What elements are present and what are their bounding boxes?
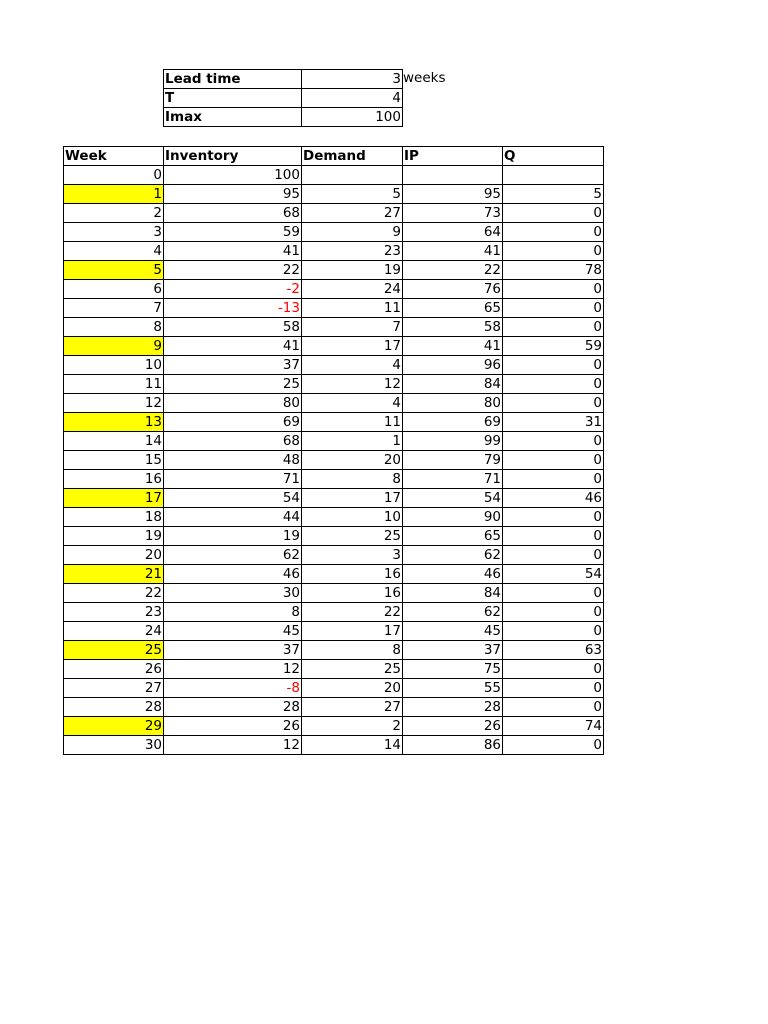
week-cell[interactable]: 6: [64, 280, 164, 299]
week-cell[interactable]: 29: [64, 717, 164, 736]
week-cell[interactable]: 11: [64, 375, 164, 394]
q-cell[interactable]: 54: [503, 565, 604, 584]
demand-cell[interactable]: 16: [302, 584, 403, 603]
inventory-cell[interactable]: -8: [164, 679, 302, 698]
inventory-table: [63, 146, 604, 755]
q-cell[interactable]: 0: [503, 318, 604, 337]
ip-cell[interactable]: 55: [403, 679, 503, 698]
ip-cell[interactable]: 90: [403, 508, 503, 527]
inventory-cell[interactable]: 25: [164, 375, 302, 394]
q-cell[interactable]: 0: [503, 527, 604, 546]
q-cell[interactable]: 0: [503, 356, 604, 375]
ip-cell[interactable]: 62: [403, 546, 503, 565]
inventory-cell[interactable]: 62: [164, 546, 302, 565]
ip-cell[interactable]: 79: [403, 451, 503, 470]
ip-cell[interactable]: 99: [403, 432, 503, 451]
demand-cell[interactable]: 3: [302, 546, 403, 565]
header-cell-week[interactable]: Week: [64, 147, 164, 166]
ip-cell[interactable]: 41: [403, 337, 503, 356]
inventory-cell[interactable]: -13: [164, 299, 302, 318]
q-cell[interactable]: 0: [503, 698, 604, 717]
inventory-cell[interactable]: 37: [164, 356, 302, 375]
q-cell[interactable]: 63: [503, 641, 604, 660]
week-cell[interactable]: 19: [64, 527, 164, 546]
table-row: [64, 337, 604, 356]
table-row: [64, 603, 604, 622]
table-row: [64, 432, 604, 451]
ip-cell[interactable]: 96: [403, 356, 503, 375]
week-cell[interactable]: 16: [64, 470, 164, 489]
ip-cell[interactable]: 73: [403, 204, 503, 223]
demand-cell[interactable]: 27: [302, 204, 403, 223]
week-cell[interactable]: 7: [64, 299, 164, 318]
week-cell[interactable]: 26: [64, 660, 164, 679]
week-cell[interactable]: 2: [64, 204, 164, 223]
header-cell-q[interactable]: Q: [503, 147, 604, 166]
week-cell[interactable]: 15: [64, 451, 164, 470]
week-cell[interactable]: 4: [64, 242, 164, 261]
q-cell[interactable]: 0: [503, 223, 604, 242]
week-cell[interactable]: 24: [64, 622, 164, 641]
parameter-row: [164, 70, 403, 89]
ip-cell[interactable]: 41: [403, 242, 503, 261]
table-row: [64, 698, 604, 717]
q-cell[interactable]: 0: [503, 432, 604, 451]
ip-cell[interactable]: 37: [403, 641, 503, 660]
ip-cell[interactable]: 64: [403, 223, 503, 242]
demand-cell[interactable]: 16: [302, 565, 403, 584]
q-cell[interactable]: 46: [503, 489, 604, 508]
ip-cell[interactable]: 45: [403, 622, 503, 641]
inventory-cell[interactable]: 28: [164, 698, 302, 717]
demand-cell[interactable]: 11: [302, 413, 403, 432]
demand-cell[interactable]: 19: [302, 261, 403, 280]
inventory-cell[interactable]: 37: [164, 641, 302, 660]
inventory-cell[interactable]: 19: [164, 527, 302, 546]
week-cell[interactable]: 12: [64, 394, 164, 413]
parameters-table-body: [164, 70, 403, 127]
ip-cell[interactable]: 22: [403, 261, 503, 280]
inventory-cell[interactable]: 46: [164, 565, 302, 584]
demand-cell[interactable]: [302, 166, 403, 185]
demand-cell[interactable]: 11: [302, 299, 403, 318]
q-cell[interactable]: 5: [503, 185, 604, 204]
table-row: [64, 261, 604, 280]
demand-cell[interactable]: 5: [302, 185, 403, 204]
inventory-cell[interactable]: 8: [164, 603, 302, 622]
parameter-value-cell[interactable]: 4: [302, 89, 403, 108]
demand-cell[interactable]: 1: [302, 432, 403, 451]
ip-cell[interactable]: 28: [403, 698, 503, 717]
inventory-table-body: [64, 166, 604, 755]
table-row: [64, 166, 604, 185]
inventory-cell[interactable]: 58: [164, 318, 302, 337]
demand-cell[interactable]: 17: [302, 489, 403, 508]
ip-cell[interactable]: 95: [403, 185, 503, 204]
demand-cell[interactable]: 8: [302, 470, 403, 489]
table-row: [64, 223, 604, 242]
inventory-cell[interactable]: 12: [164, 660, 302, 679]
inventory-cell[interactable]: 12: [164, 736, 302, 755]
q-cell[interactable]: 0: [503, 508, 604, 527]
demand-cell[interactable]: 25: [302, 527, 403, 546]
week-cell[interactable]: 30: [64, 736, 164, 755]
week-cell[interactable]: 9: [64, 337, 164, 356]
inventory-cell[interactable]: 68: [164, 204, 302, 223]
inventory-cell[interactable]: 54: [164, 489, 302, 508]
q-cell[interactable]: 0: [503, 204, 604, 223]
ip-cell[interactable]: 69: [403, 413, 503, 432]
inventory-cell[interactable]: 80: [164, 394, 302, 413]
parameter-value-cell[interactable]: 100: [302, 108, 403, 127]
q-cell[interactable]: 0: [503, 736, 604, 755]
week-cell[interactable]: 8: [64, 318, 164, 337]
q-cell[interactable]: 0: [503, 470, 604, 489]
inventory-cell[interactable]: 41: [164, 242, 302, 261]
parameters-table: [163, 69, 403, 127]
demand-cell[interactable]: 17: [302, 337, 403, 356]
q-cell[interactable]: 0: [503, 242, 604, 261]
week-cell[interactable]: 1: [64, 185, 164, 204]
table-row: [64, 280, 604, 299]
inventory-cell[interactable]: 68: [164, 432, 302, 451]
header-cell-demand[interactable]: Demand: [302, 147, 403, 166]
inventory-cell[interactable]: 59: [164, 223, 302, 242]
table-row: [64, 185, 604, 204]
table-row: [64, 204, 604, 223]
q-cell[interactable]: 74: [503, 717, 604, 736]
q-cell[interactable]: 0: [503, 622, 604, 641]
lead-time-unit: weeks: [403, 70, 446, 86]
q-cell[interactable]: 0: [503, 280, 604, 299]
table-row: [64, 622, 604, 641]
ip-cell[interactable]: 46: [403, 565, 503, 584]
week-cell[interactable]: 18: [64, 508, 164, 527]
parameter-label-cell[interactable]: Lead time: [164, 70, 302, 89]
table-row: [64, 660, 604, 679]
table-row: [64, 527, 604, 546]
table-row: [64, 736, 604, 755]
table-row: [64, 584, 604, 603]
week-cell[interactable]: 23: [64, 603, 164, 622]
table-row: [64, 299, 604, 318]
inventory-cell[interactable]: -2: [164, 280, 302, 299]
demand-cell[interactable]: 17: [302, 622, 403, 641]
table-row: [64, 413, 604, 432]
ip-cell[interactable]: 54: [403, 489, 503, 508]
q-cell[interactable]: 31: [503, 413, 604, 432]
week-cell[interactable]: 13: [64, 413, 164, 432]
inventory-cell[interactable]: 69: [164, 413, 302, 432]
inventory-cell[interactable]: 45: [164, 622, 302, 641]
table-row: [64, 717, 604, 736]
inventory-cell[interactable]: 100: [164, 166, 302, 185]
demand-cell[interactable]: 8: [302, 641, 403, 660]
demand-cell[interactable]: 2: [302, 717, 403, 736]
demand-cell[interactable]: 10: [302, 508, 403, 527]
table-row: [64, 318, 604, 337]
demand-cell[interactable]: 20: [302, 451, 403, 470]
q-cell[interactable]: 59: [503, 337, 604, 356]
q-cell[interactable]: 0: [503, 660, 604, 679]
ip-cell[interactable]: 84: [403, 584, 503, 603]
ip-cell[interactable]: 58: [403, 318, 503, 337]
ip-cell[interactable]: 86: [403, 736, 503, 755]
table-row: [64, 470, 604, 489]
week-cell[interactable]: 28: [64, 698, 164, 717]
inventory-cell[interactable]: 22: [164, 261, 302, 280]
demand-cell[interactable]: 27: [302, 698, 403, 717]
demand-cell[interactable]: 25: [302, 660, 403, 679]
ip-cell[interactable]: 80: [403, 394, 503, 413]
table-row: [64, 242, 604, 261]
table-row: [64, 356, 604, 375]
q-cell[interactable]: 0: [503, 375, 604, 394]
q-cell[interactable]: 0: [503, 679, 604, 698]
week-cell[interactable]: 3: [64, 223, 164, 242]
demand-cell[interactable]: 24: [302, 280, 403, 299]
q-cell[interactable]: 0: [503, 603, 604, 622]
demand-cell[interactable]: 4: [302, 394, 403, 413]
demand-cell[interactable]: 22: [302, 603, 403, 622]
week-cell[interactable]: 21: [64, 565, 164, 584]
q-cell[interactable]: 0: [503, 546, 604, 565]
demand-cell[interactable]: 4: [302, 356, 403, 375]
demand-cell[interactable]: 9: [302, 223, 403, 242]
ip-cell[interactable]: 65: [403, 527, 503, 546]
inventory-cell[interactable]: 48: [164, 451, 302, 470]
ip-cell[interactable]: 71: [403, 470, 503, 489]
week-cell[interactable]: 20: [64, 546, 164, 565]
inventory-cell[interactable]: 30: [164, 584, 302, 603]
ip-cell[interactable]: 76: [403, 280, 503, 299]
week-cell[interactable]: 0: [64, 166, 164, 185]
q-cell[interactable]: 0: [503, 394, 604, 413]
week-cell[interactable]: 17: [64, 489, 164, 508]
table-row: [64, 565, 604, 584]
parameter-label-cell[interactable]: Imax: [164, 108, 302, 127]
q-cell[interactable]: 0: [503, 299, 604, 318]
q-cell[interactable]: 0: [503, 451, 604, 470]
parameter-row: [164, 89, 403, 108]
parameter-label-cell[interactable]: T: [164, 89, 302, 108]
q-cell[interactable]: 0: [503, 584, 604, 603]
table-row: [64, 546, 604, 565]
ip-cell[interactable]: 75: [403, 660, 503, 679]
table-row: [64, 508, 604, 527]
ip-cell[interactable]: 65: [403, 299, 503, 318]
ip-cell[interactable]: 62: [403, 603, 503, 622]
header-cell-ip[interactable]: IP: [403, 147, 503, 166]
demand-cell[interactable]: 14: [302, 736, 403, 755]
inventory-cell[interactable]: 95: [164, 185, 302, 204]
week-cell[interactable]: 5: [64, 261, 164, 280]
inventory-cell[interactable]: 41: [164, 337, 302, 356]
table-row: [64, 375, 604, 394]
week-cell[interactable]: 27: [64, 679, 164, 698]
week-cell[interactable]: 10: [64, 356, 164, 375]
demand-cell[interactable]: 12: [302, 375, 403, 394]
demand-cell[interactable]: 23: [302, 242, 403, 261]
week-cell[interactable]: 25: [64, 641, 164, 660]
table-row: [64, 489, 604, 508]
week-cell[interactable]: 22: [64, 584, 164, 603]
table-row: [64, 394, 604, 413]
q-cell[interactable]: 78: [503, 261, 604, 280]
table-row: [64, 641, 604, 660]
header-row: [64, 147, 604, 166]
demand-cell[interactable]: 20: [302, 679, 403, 698]
ip-cell[interactable]: [403, 166, 503, 185]
ip-cell[interactable]: 84: [403, 375, 503, 394]
week-cell[interactable]: 14: [64, 432, 164, 451]
parameter-value-cell[interactable]: 3: [302, 70, 403, 89]
inventory-cell[interactable]: 71: [164, 470, 302, 489]
table-row: [64, 679, 604, 698]
demand-cell[interactable]: 7: [302, 318, 403, 337]
q-cell[interactable]: [503, 166, 604, 185]
inventory-cell[interactable]: 26: [164, 717, 302, 736]
header-cell-inventory[interactable]: Inventory: [164, 147, 302, 166]
ip-cell[interactable]: 26: [403, 717, 503, 736]
parameter-row: [164, 108, 403, 127]
table-row: [64, 451, 604, 470]
inventory-cell[interactable]: 44: [164, 508, 302, 527]
